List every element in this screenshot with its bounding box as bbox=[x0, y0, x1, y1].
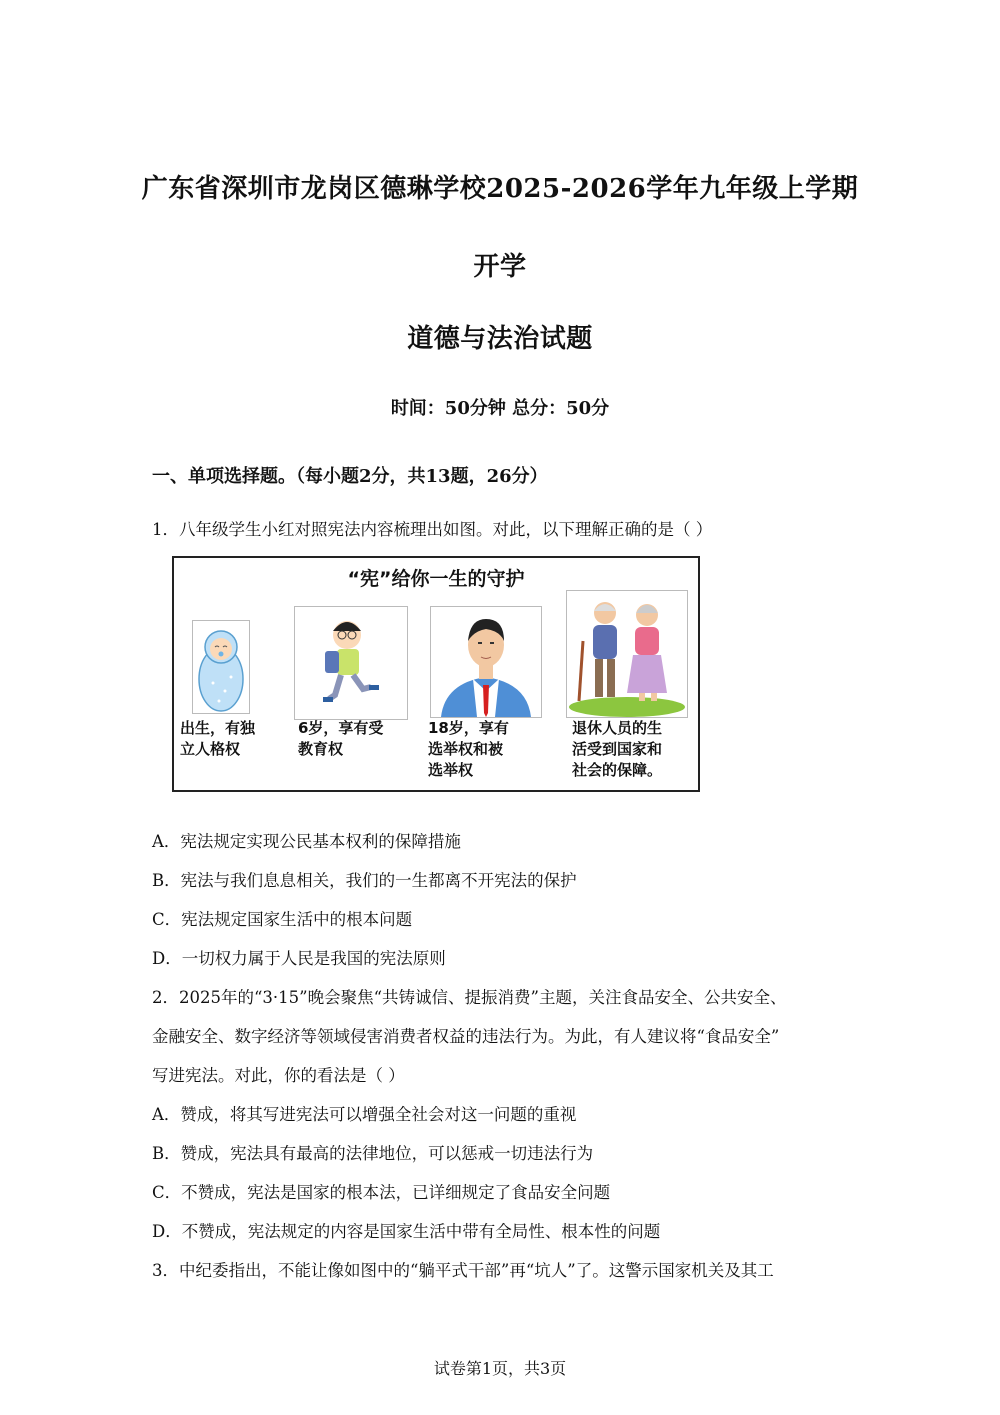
q2-stem-line3: 写进宪法。对此，你的看法是（ ） bbox=[152, 1066, 405, 1085]
elderly-couple-icon bbox=[566, 590, 688, 718]
q1-stem: 1．八年级学生小红对照宪法内容梳理出如图。对此，以下理解正确的是（ ） bbox=[152, 520, 713, 539]
q2-option-b: B．赞成，宪法具有最高的法律地位，可以惩戒一切违法行为 bbox=[152, 1144, 594, 1163]
q2-option-a: A．赞成，将其写进宪法可以增强全社会对这一问题的重视 bbox=[152, 1105, 577, 1124]
q1-option-d: D．一切权力属于人民是我国的宪法原则 bbox=[152, 949, 446, 968]
exam-subject: 道德与法治试题 bbox=[407, 324, 593, 354]
exam-title-line1: 广东省深圳市龙岗区德琳学校2025-2026学年九年级上学期 bbox=[141, 174, 859, 204]
panel-caption-age6: 6岁，享有受 教育权 bbox=[298, 719, 384, 758]
exam-time-score: 时间：50分钟 总分：50分 bbox=[390, 398, 610, 419]
q1-option-c: C．宪法规定国家生活中的根本问题 bbox=[152, 910, 413, 929]
q2-stem-line2: 金融安全、数字经济等领域侵害消费者权益的违法行为。为此，有人建议将“食品安全” bbox=[152, 1027, 780, 1046]
adult-man-icon bbox=[430, 606, 542, 718]
student-icon bbox=[294, 606, 408, 720]
exam-title-line2: 开学 bbox=[473, 252, 527, 282]
baby-icon bbox=[192, 620, 250, 714]
panel-caption-age18: 18岁，享有 选举权和被 选举权 bbox=[428, 719, 509, 779]
q1-option-a: A．宪法规定实现公民基本权利的保障措施 bbox=[152, 832, 461, 851]
panel-caption-retirement: 退休人员的生 活受到国家和 社会的保障。 bbox=[572, 719, 663, 779]
q3-stem: 3．中纪委指出，不能让像如图中的“躺平式干部”再“坑人”了。这警示国家机关及其工 bbox=[152, 1261, 774, 1280]
q1-figure bbox=[172, 556, 700, 792]
section-heading: 一、单项选择题。（每小题2分，共13题，26分） bbox=[152, 466, 548, 487]
q2-stem-line1: 2．2025年的“3·15”晚会聚焦“共铸诚信、提振消费”主题，关注食品安全、公共安全、 bbox=[152, 988, 787, 1007]
page-footer: 试卷第1页，共3页 bbox=[433, 1359, 567, 1378]
q2-option-d: D．不赞成，宪法规定的内容是国家生活中带有全局性、根本性的问题 bbox=[152, 1222, 661, 1241]
figure-title: “宪”给你一生的守护 bbox=[347, 568, 525, 590]
panel-caption-birth: 出生，有独 立人格权 bbox=[180, 719, 256, 758]
q1-option-b: B．宪法与我们息息相关，我们的一生都离不开宪法的保护 bbox=[152, 871, 577, 890]
q2-option-c: C．不赞成，宪法是国家的根本法，已详细规定了食品安全问题 bbox=[152, 1183, 611, 1202]
